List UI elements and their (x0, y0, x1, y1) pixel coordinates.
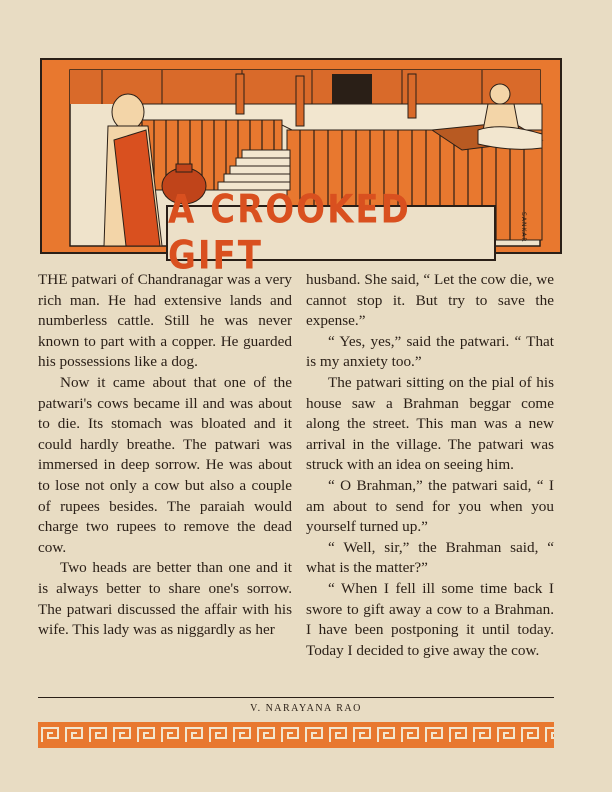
artist-signature: SANKAR (520, 212, 527, 243)
left-column (38, 270, 292, 641)
byline-divider (38, 697, 554, 698)
paragraph: “ O Brahman,” the patwari said, “ I am about to send for you when you yourself turned up.” (306, 476, 554, 536)
story-title: A CROOKED GIFT (168, 187, 411, 279)
paragraph: Two heads are better than one and it is always better to share one's sorrow. The patwari discussed the affair with his wife. This lady was as niggardly as her (38, 559, 292, 639)
right-column (306, 270, 554, 661)
title-box (166, 187, 496, 279)
decorative-border (38, 722, 554, 748)
paragraph: husband. She said, “ Let the cow die, we cannot stop it. But try to save the expense.” (306, 271, 554, 330)
ornament-border-icon (38, 722, 554, 748)
paragraph: “ Well, sir,” the Brahman said, “ what is the matter?” (306, 538, 554, 577)
paragraph: “ When I fell ill some time back I swore to gift away a cow to a Brahman. I have been postponing it until today. Today I decided to give away the cow. (306, 579, 554, 659)
paragraph: THE patwari of Chandranagar was a very rich man. He had extensive lands and numberless cattle. Still he was never known to part with a copper. He guarded his possessions like a dog. (38, 271, 292, 371)
paragraph: The patwari sitting on the pial of his house saw a Brahman beggar come along the street. This man was a new arrival in the village. The patwari was struck with an idea on seeing him. (306, 373, 554, 474)
paragraph: Now it came about that one of the patwari's cows became ill and was about to die. Its stomach was bloated and it could hardly breathe. The patwari was immersed in deep sorrow. He was about to lose not only a cow but also a couple of rupees besides. The paraiah would charge two rupees to remove the dead cow. (38, 373, 292, 556)
paragraph: “ Yes, yes,” said the patwari. “ That is my anxiety too.” (306, 332, 554, 371)
author-byline: V. NARAYANA RAO (250, 703, 362, 714)
